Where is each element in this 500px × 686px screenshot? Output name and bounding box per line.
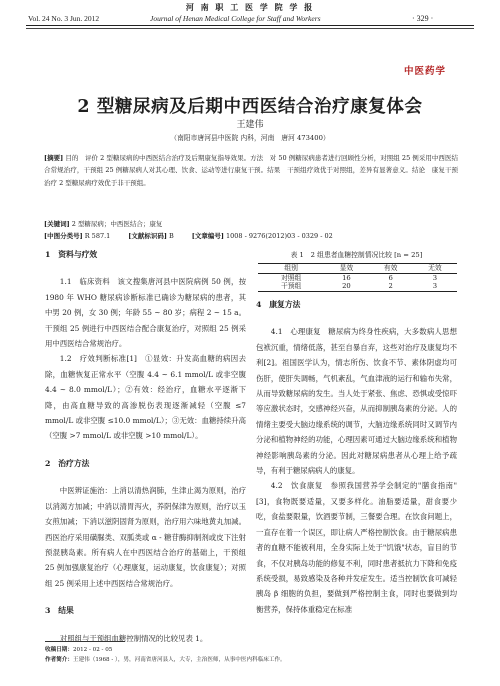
abstract-block bbox=[44, 152, 458, 189]
table-cell: 3 bbox=[432, 273, 438, 282]
section-heading-3: 3 结果 bbox=[45, 606, 74, 616]
abstract-text: 目的 评价 2 型糖尿病的中西医结合治疗及后期康复指导效果。方法 对 50 例糖尿病患者进行回顾性分析，对照组 25 例采用中西医结合常规治疗，干预组 25 例糖尿病人对其心理、饮食、运动等进行康复干预。结果 干预组疗效优于对照组，差异有显著意义。结论 康复干预治疗 2 型糖尿病疗效优于非干预组。 bbox=[44, 154, 459, 187]
table-cell: 2 bbox=[369, 282, 413, 291]
footnote bbox=[45, 645, 465, 665]
author-bio: 王建伟（1968 - ），男，河南省唐河县人，大专，主治医师，从事中医内科临床工作。 bbox=[72, 657, 286, 663]
article-meta bbox=[44, 218, 458, 242]
doc-code-label: [文献标识码] bbox=[128, 232, 167, 240]
results-table bbox=[258, 263, 457, 292]
article-author: 王建伟 bbox=[236, 120, 264, 130]
volume-info: Vol. 24 No. 3 Jun. 2012 bbox=[28, 14, 100, 23]
received-date: 2012 - 02 - 05 bbox=[72, 647, 113, 653]
paragraph-psychological-rehab: 4.1 心理康复 糖尿病为终身性疾病，大多数病人思想包袱沉重，情绪低落，甚至自暴自弃，这些对治疗及康复均不利[2]。祖国医学认为，情志所伤、饮食不节、素体阴虚均可伤肝，使肝失调畅，气机紊乱，气血津液的运行和输布失常，从而导致糖尿病的发生。当人处于紧张、焦虑、恐惧或受惊吓等应激状态时，交感神经兴奋，从而抑制胰岛素的分泌。人的情绪主要受大脑边缘系统的调节，大脑边缘系统同时又调节内分泌和植物神经的功能，心理因素可通过大脑边缘系统和植物神经影响胰岛素的分泌。因此对糖尿病患者从心理上给予疏导，有利于糖尿病病人的康复。 bbox=[256, 327, 457, 476]
left-column bbox=[45, 247, 246, 646]
section-heading-1: 1 资料与疗效 bbox=[45, 250, 98, 259]
paragraph-clinical-data: 1.1 临床资料 该文搜集唐河县中医院病例 50 例，按 1980 年 WHO 糖尿病诊断标准已确诊为糖尿病的患者，其中男 20 例，女 30 例；年龄 55 ~ 80 岁；病程 2 ~ 15 a。干预组 25 例进行中西医结合配合康复治疗，对照组 25 例采用中西医结合常规治疗。 bbox=[45, 277, 246, 349]
journal-title-english: Journal of Henan Medical College for Staff and Workers bbox=[150, 14, 321, 23]
paragraph-efficacy-criteria: 1.2 疗效判断标准[1] ①显效：升发高血糖的病因去除，血糖恢复正常水平（空腹 4.4 ~ 6.1 mmol/L 或非空腹 4.4 ~ 8.0 mmol/L）；②有效：经治疗，血糖水平逐渐下降，由高血糖导致的高渗脱伤表现逐渐减轻（空腹 ≤7 mmol/L 或非空腹 ≤10.0 mmol/L）；③无效：血糖持续升高（空腹 >7 mmol/L 或非空腹 >10 mmol/L）。 bbox=[45, 354, 246, 441]
table-caption: 表 1 2 组患者血糖控制情况比较 [n = 25] bbox=[290, 251, 423, 259]
abstract-label: [摘要] bbox=[44, 154, 64, 162]
section-heading-4: 4 康复方法 bbox=[256, 300, 301, 309]
page-number: · 329 · bbox=[412, 14, 434, 23]
footnote-rule bbox=[45, 641, 125, 642]
clc-label: [中图分类号] bbox=[44, 232, 83, 240]
table-header-cell: 无效 bbox=[413, 264, 457, 274]
table-header-cell: 有效 bbox=[369, 264, 413, 274]
paragraph-treatment: 中医辨证施治：上消以清热润肺，生津止渴为原则，治疗以消渴方加减；中消以清胃泻火，养阴保津为原则，治疗以玉女煎加减；下消以滋阴固肾为原则，治疗用六味地黄丸加减。西医治疗采用磺脲类、双胍类或 α - 糖苷酶抑制剂或皮下注射预混胰岛素。所有病人在中西医结合治疗的基础上，干预组 25 例加强康复治疗（心理康复，运动康复，饮食康复）；对照组 25 例采用上述中西医结合常规治疗。 bbox=[45, 486, 246, 588]
article-title: 2 型糖尿病及后期中西医结合治疗康复体会 bbox=[77, 97, 423, 117]
header-rule-thin bbox=[26, 28, 474, 29]
right-column bbox=[256, 297, 457, 617]
table-cell: 干预组 bbox=[258, 282, 324, 291]
author-bio-label: 作者简介： bbox=[45, 657, 73, 663]
table-cell: 3 bbox=[413, 282, 457, 291]
paragraph-diet-rehab: 4.2 饮食康复 参照我国营养学会制定的"膳食指南"[3]，食物既要适量，又要多样化。油脂要适量，甜食要少吃，食盐要限量，饮酒要节制，三餐要合理。在饮食问题上，一直存在着一个误区，即让病人严格控制饮食。由于糖尿病患者的血糖不能被利用，全身实际上处于"饥饿"状态，盲目的节食，不仅对胰岛功能的修复不利，同时患者抵抗力下降和免疫系统受损，易致感染及各种并发症发生。适当控制饮食可减轻胰岛 β 细胞的负担，要做到严格控制主食，同时也要做到均衡营养，保持体重稳定在标准 bbox=[256, 481, 457, 614]
paragraph-results: 对照组与干预组血糖控制情况的比较见表 1。 bbox=[59, 633, 208, 643]
author-affiliation: （南阳市唐河县中医院 内科，河南 唐河 473400） bbox=[170, 134, 330, 142]
keywords-label: [关键词] bbox=[44, 220, 70, 228]
section-heading-2: 2 治疗方法 bbox=[45, 458, 90, 468]
table-header-cell: 显效 bbox=[324, 264, 368, 274]
column-tag: 中医药学 bbox=[404, 66, 447, 77]
header-rule bbox=[26, 25, 474, 26]
article-id-value: 1008 - 9276(2012)03 - 0329 - 02 bbox=[223, 232, 333, 240]
keywords-text: 2 型糖尿病；中西医结合；康复 bbox=[69, 220, 163, 228]
doc-code-value: B bbox=[166, 232, 174, 240]
clc-value: R 587.1 bbox=[82, 232, 111, 240]
table-row bbox=[258, 273, 457, 282]
table-cell: 对照组 bbox=[280, 273, 302, 282]
journal-title-chinese: 河 南 职 工 医 学 院 学 报 bbox=[185, 2, 315, 12]
received-label: 收稿日期： bbox=[45, 647, 73, 653]
table-cell: 20 bbox=[324, 282, 368, 291]
table-cell: 6 bbox=[388, 273, 393, 282]
article-id-label: [文章编号] bbox=[191, 232, 224, 240]
table-row bbox=[258, 282, 457, 291]
table-header-cell: 组别 bbox=[258, 264, 324, 274]
table-cell: 16 bbox=[342, 273, 351, 282]
